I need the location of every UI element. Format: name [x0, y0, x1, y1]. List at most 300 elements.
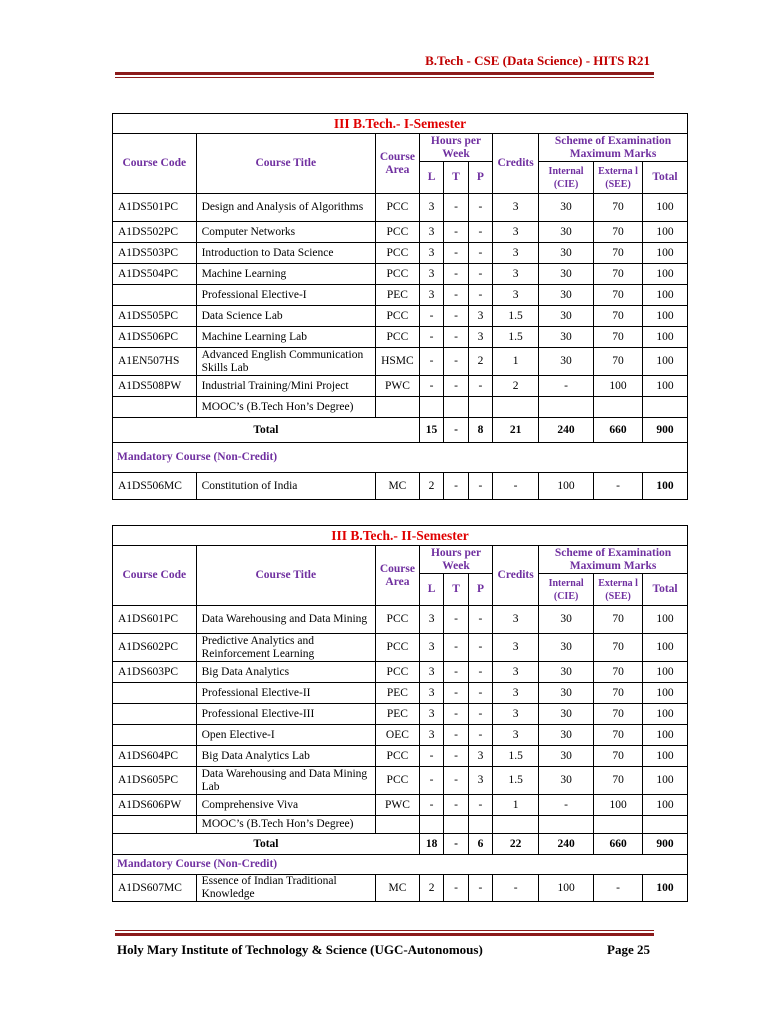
column-header-row [113, 546, 688, 574]
cell-p: - [468, 285, 492, 306]
cell-title: Big Data Analytics [196, 662, 375, 683]
mandatory-cell-credits: - [493, 875, 539, 902]
cell-credits: 3 [493, 683, 539, 704]
col-header-course-code: Course Code [113, 134, 197, 194]
cell-see [594, 397, 643, 418]
cell-p: 3 [468, 306, 492, 327]
cell-total: 100 [643, 767, 688, 795]
semester-title-row [113, 526, 688, 546]
course-row [113, 306, 688, 327]
cell-credits: 2 [493, 376, 539, 397]
cell-t: - [444, 285, 468, 306]
cell-see: 70 [594, 285, 643, 306]
semester-1-table [112, 113, 688, 500]
cell-p: - [468, 194, 492, 222]
cell-t: - [444, 683, 468, 704]
cell-area: PEC [375, 285, 419, 306]
cell-title: Predictive Analytics and Reinforcement Learning [196, 634, 375, 662]
cell-l: 3 [419, 683, 443, 704]
cell-total: 100 [643, 704, 688, 725]
total-p: 8 [468, 418, 492, 443]
cell-code [113, 725, 197, 746]
cell-cie: 30 [539, 634, 594, 662]
cell-cie [539, 816, 594, 834]
mandatory-cell-credits: - [493, 473, 539, 500]
course-row [113, 746, 688, 767]
cell-title: Advanced English Communication Skills Lab [196, 348, 375, 376]
total-credits: 21 [493, 418, 539, 443]
cell-l: 3 [419, 606, 443, 634]
cell-l: 3 [419, 243, 443, 264]
cell-l: - [419, 795, 443, 816]
cell-code: A1DS602PC [113, 634, 197, 662]
cell-cie: 30 [539, 194, 594, 222]
mandatory-cell-l: 2 [419, 875, 443, 902]
col-header-credits: Credits [493, 546, 539, 606]
cell-code: A1DS506PC [113, 327, 197, 348]
cell-title: Industrial Training/Mini Project [196, 376, 375, 397]
course-row [113, 222, 688, 243]
cell-p: 3 [468, 746, 492, 767]
cell-area [375, 397, 419, 418]
cell-credits [493, 397, 539, 418]
cell-l: 3 [419, 725, 443, 746]
mandatory-heading-row [113, 855, 688, 875]
cell-credits: 1 [493, 795, 539, 816]
cell-p: - [468, 222, 492, 243]
cell-see: 70 [594, 222, 643, 243]
course-row [113, 704, 688, 725]
col-header-credits: Credits [493, 134, 539, 194]
cell-l [419, 397, 443, 418]
cell-l: 3 [419, 222, 443, 243]
cell-p: - [468, 264, 492, 285]
mandatory-course-heading: Mandatory Course (Non-Credit) [113, 443, 688, 473]
cell-t: - [444, 746, 468, 767]
cell-area: PEC [376, 704, 420, 725]
cell-code: A1EN507HS [113, 348, 197, 376]
cell-t: - [444, 348, 468, 376]
cell-code [113, 816, 197, 834]
total-label: Total [113, 418, 420, 443]
course-row [113, 767, 688, 795]
total-total: 900 [643, 418, 688, 443]
cell-total: 100 [643, 634, 688, 662]
cell-see: 100 [594, 795, 643, 816]
cell-t: - [444, 327, 468, 348]
cell-see: 70 [594, 606, 643, 634]
total-cie: 240 [539, 418, 594, 443]
mandatory-cell-cie: 100 [539, 875, 594, 902]
cell-see: 70 [594, 662, 643, 683]
cell-title: Data Warehousing and Data Mining Lab [196, 767, 375, 795]
cell-p [468, 397, 492, 418]
cell-p: - [468, 634, 492, 662]
semester-title-row [113, 114, 688, 134]
cell-title: Design and Analysis of Algorithms [196, 194, 375, 222]
cell-credits: 3 [493, 606, 539, 634]
cell-total: 100 [643, 725, 688, 746]
cell-code [113, 397, 197, 418]
course-row [113, 683, 688, 704]
mandatory-cell-t: - [444, 875, 468, 902]
total-total: 900 [643, 834, 688, 855]
cell-credits: 3 [493, 264, 539, 285]
cell-l: 3 [419, 194, 443, 222]
cell-p: 2 [468, 348, 492, 376]
cell-l: - [419, 746, 443, 767]
cell-cie: 30 [539, 767, 594, 795]
cell-see: 70 [594, 264, 643, 285]
mandatory-cell-total: 100 [643, 473, 688, 500]
cell-title: Computer Networks [196, 222, 375, 243]
col-header-t: T [444, 574, 468, 606]
mandatory-cell-l: 2 [419, 473, 443, 500]
cell-area: PCC [376, 634, 420, 662]
cell-code: A1DS505PC [113, 306, 197, 327]
cell-total: 100 [643, 746, 688, 767]
cell-see: 70 [594, 725, 643, 746]
cell-cie: 30 [539, 264, 594, 285]
mandatory-cell-see: - [594, 473, 643, 500]
cell-t: - [444, 222, 468, 243]
cell-t: - [444, 194, 468, 222]
mandatory-cell-code: A1DS607MC [113, 875, 197, 902]
cell-area: PCC [375, 243, 419, 264]
cell-t: - [444, 634, 468, 662]
cell-code: A1DS502PC [113, 222, 197, 243]
footer-rule-thick [115, 933, 654, 936]
mandatory-cell-title: Constitution of India [196, 473, 375, 500]
cell-p: 3 [468, 767, 492, 795]
cell-area: PCC [376, 767, 420, 795]
cell-code: A1DS501PC [113, 194, 197, 222]
cell-code: A1DS605PC [113, 767, 197, 795]
mandatory-course-row [113, 473, 688, 500]
cell-total: 100 [643, 683, 688, 704]
cell-l [419, 816, 443, 834]
cell-title: Professional Elective-II [196, 683, 375, 704]
cell-p: - [468, 795, 492, 816]
course-row [113, 662, 688, 683]
cell-p [468, 816, 492, 834]
cell-credits: 3 [493, 222, 539, 243]
col-header-hours-per-week: Hours per Week [419, 134, 492, 162]
cell-see: 70 [594, 327, 643, 348]
col-header-p: P [468, 574, 492, 606]
cell-p: - [468, 606, 492, 634]
cell-area: PCC [376, 662, 420, 683]
cell-cie: 30 [539, 683, 594, 704]
cell-total [643, 397, 688, 418]
course-row [113, 634, 688, 662]
mandatory-cell-p: - [468, 875, 492, 902]
cell-area: PCC [375, 327, 419, 348]
mandatory-cell-code: A1DS506MC [113, 473, 197, 500]
col-header-p: P [468, 162, 492, 194]
semester-2-table [112, 525, 688, 902]
cell-area: PCC [375, 194, 419, 222]
col-header-external: Externa l (SEE) [594, 162, 643, 194]
header-rule-thin [115, 77, 654, 78]
cell-credits: 3 [493, 194, 539, 222]
mandatory-cell-see: - [594, 875, 643, 902]
mandatory-course-heading: Mandatory Course (Non-Credit) [113, 855, 688, 875]
header-rule-thick [115, 72, 654, 75]
col-header-l: L [419, 162, 443, 194]
total-t: - [444, 834, 468, 855]
course-row [113, 348, 688, 376]
cell-cie: - [539, 795, 594, 816]
cell-see: 70 [594, 243, 643, 264]
total-row [113, 834, 688, 855]
cell-cie [539, 397, 594, 418]
cell-p: - [468, 725, 492, 746]
cell-l: 3 [419, 634, 443, 662]
cell-code [113, 285, 197, 306]
cell-area: PWC [376, 795, 420, 816]
cell-l: 3 [419, 662, 443, 683]
course-row [113, 606, 688, 634]
col-header-t: T [444, 162, 468, 194]
col-header-hours-per-week: Hours per Week [419, 546, 492, 574]
col-header-course-area: Course Area [375, 134, 419, 194]
course-row [113, 264, 688, 285]
document-header-title: B.Tech - CSE (Data Science) - HITS R21 [425, 53, 650, 68]
cell-credits: 1.5 [493, 306, 539, 327]
cell-credits [493, 816, 539, 834]
cell-cie: 30 [539, 243, 594, 264]
cell-l: - [419, 327, 443, 348]
cell-code: A1DS601PC [113, 606, 197, 634]
course-row [113, 816, 688, 834]
col-header-l: L [419, 574, 443, 606]
cell-credits: 3 [493, 285, 539, 306]
cell-total: 100 [643, 348, 688, 376]
total-see: 660 [594, 418, 643, 443]
cell-area: PCC [375, 222, 419, 243]
total-l: 18 [419, 834, 443, 855]
cell-title: Introduction to Data Science [196, 243, 375, 264]
cell-credits: 3 [493, 634, 539, 662]
cell-t: - [444, 795, 468, 816]
cell-title: Data Warehousing and Data Mining [196, 606, 375, 634]
cell-code: A1DS604PC [113, 746, 197, 767]
footer-page-number: Page 25 [607, 942, 650, 957]
course-row [113, 243, 688, 264]
cell-see: 70 [594, 306, 643, 327]
cell-area: PEC [376, 683, 420, 704]
cell-title: Big Data Analytics Lab [196, 746, 375, 767]
mandatory-cell-area: MC [376, 875, 420, 902]
col-header-course-code: Course Code [113, 546, 197, 606]
col-header-total: Total [643, 162, 688, 194]
cell-cie: 30 [539, 606, 594, 634]
cell-cie: - [539, 376, 594, 397]
cell-p: - [468, 376, 492, 397]
cell-t: - [444, 662, 468, 683]
cell-cie: 30 [539, 348, 594, 376]
col-header-scheme: Scheme of Examination Maximum Marks [539, 546, 688, 574]
cell-l: 3 [419, 264, 443, 285]
cell-see: 70 [594, 194, 643, 222]
cell-total: 100 [643, 606, 688, 634]
cell-title: Comprehensive Viva [196, 795, 375, 816]
total-t: - [444, 418, 468, 443]
total-row [113, 418, 688, 443]
cell-area: PCC [375, 264, 419, 285]
cell-area: PCC [376, 606, 420, 634]
course-row [113, 376, 688, 397]
course-row [113, 194, 688, 222]
col-header-course-title: Course Title [196, 134, 375, 194]
course-row [113, 725, 688, 746]
cell-l: - [419, 348, 443, 376]
cell-total: 100 [643, 376, 688, 397]
cell-title: Machine Learning [196, 264, 375, 285]
cell-area: OEC [376, 725, 420, 746]
cell-p: - [468, 662, 492, 683]
cell-total: 100 [643, 285, 688, 306]
cell-l: - [419, 306, 443, 327]
col-header-course-title: Course Title [196, 546, 375, 606]
cell-p: - [468, 704, 492, 725]
col-header-internal: Internal (CIE) [539, 162, 594, 194]
cell-l: 3 [419, 704, 443, 725]
cell-code [113, 683, 197, 704]
cell-code: A1DS508PW [113, 376, 197, 397]
cell-cie: 30 [539, 222, 594, 243]
total-see: 660 [594, 834, 643, 855]
cell-credits: 3 [493, 725, 539, 746]
mandatory-heading-row [113, 443, 688, 473]
mandatory-cell-total: 100 [643, 875, 688, 902]
cell-code: A1DS504PC [113, 264, 197, 285]
cell-cie: 30 [539, 285, 594, 306]
cell-area: PWC [375, 376, 419, 397]
cell-code: A1DS503PC [113, 243, 197, 264]
footer-institute: Holy Mary Institute of Technology & Science (UGC-Autonomous) [117, 942, 483, 957]
cell-t: - [444, 306, 468, 327]
cell-title: Professional Elective-III [196, 704, 375, 725]
semester-title: III B.Tech.- I-Semester [113, 114, 688, 134]
cell-area [376, 816, 420, 834]
cell-cie: 30 [539, 704, 594, 725]
cell-t: - [444, 376, 468, 397]
cell-t: - [444, 704, 468, 725]
col-header-external: Externa l (SEE) [594, 574, 643, 606]
cell-cie: 30 [539, 662, 594, 683]
mandatory-cell-title: Essence of Indian Traditional Knowledge [196, 875, 375, 902]
total-label: Total [113, 834, 420, 855]
cell-total: 100 [643, 194, 688, 222]
cell-credits: 1.5 [493, 746, 539, 767]
total-credits: 22 [493, 834, 539, 855]
cell-t: - [444, 243, 468, 264]
cell-cie: 30 [539, 725, 594, 746]
col-header-scheme: Scheme of Examination Maximum Marks [539, 134, 688, 162]
col-header-internal: Internal (CIE) [539, 574, 594, 606]
cell-title: Open Elective-I [196, 725, 375, 746]
cell-l: - [419, 376, 443, 397]
cell-total: 100 [643, 222, 688, 243]
cell-t: - [444, 725, 468, 746]
cell-credits: 3 [493, 704, 539, 725]
course-row [113, 285, 688, 306]
cell-total: 100 [643, 327, 688, 348]
cell-l: - [419, 767, 443, 795]
cell-credits: 1.5 [493, 327, 539, 348]
cell-see: 70 [594, 634, 643, 662]
footer-rule-thin [115, 930, 654, 931]
cell-see: 70 [594, 767, 643, 795]
cell-code: A1DS603PC [113, 662, 197, 683]
cell-area: PCC [375, 306, 419, 327]
col-header-course-area: Course Area [376, 546, 420, 606]
cell-p: - [468, 683, 492, 704]
cell-cie: 30 [539, 327, 594, 348]
cell-title: MOOC’s (B.Tech Hon’s Degree) [196, 397, 375, 418]
mandatory-cell-area: MC [375, 473, 419, 500]
mandatory-cell-cie: 100 [539, 473, 594, 500]
course-row [113, 795, 688, 816]
cell-see [594, 816, 643, 834]
mandatory-course-row [113, 875, 688, 902]
mandatory-cell-t: - [444, 473, 468, 500]
cell-total: 100 [643, 662, 688, 683]
cell-l: 3 [419, 285, 443, 306]
cell-see: 70 [594, 746, 643, 767]
total-cie: 240 [539, 834, 594, 855]
cell-credits: 1 [493, 348, 539, 376]
cell-total: 100 [643, 306, 688, 327]
cell-t: - [444, 767, 468, 795]
cell-t [444, 397, 468, 418]
column-header-row [113, 134, 688, 162]
cell-p: - [468, 243, 492, 264]
cell-t: - [444, 606, 468, 634]
cell-area: PCC [376, 746, 420, 767]
cell-see: 70 [594, 704, 643, 725]
cell-credits: 3 [493, 662, 539, 683]
cell-p: 3 [468, 327, 492, 348]
cell-see: 70 [594, 348, 643, 376]
total-p: 6 [468, 834, 492, 855]
cell-area: HSMC [375, 348, 419, 376]
cell-t [444, 816, 468, 834]
cell-cie: 30 [539, 746, 594, 767]
cell-total: 100 [643, 795, 688, 816]
total-l: 15 [419, 418, 443, 443]
course-row [113, 327, 688, 348]
cell-title: Data Science Lab [196, 306, 375, 327]
cell-code: A1DS606PW [113, 795, 197, 816]
cell-credits: 1.5 [493, 767, 539, 795]
semester-title: III B.Tech.- II-Semester [113, 526, 688, 546]
cell-title: MOOC’s (B.Tech Hon’s Degree) [196, 816, 375, 834]
cell-total: 100 [643, 264, 688, 285]
cell-see: 100 [594, 376, 643, 397]
cell-credits: 3 [493, 243, 539, 264]
cell-see: 70 [594, 683, 643, 704]
cell-total: 100 [643, 243, 688, 264]
col-header-total: Total [643, 574, 688, 606]
cell-t: - [444, 264, 468, 285]
course-row [113, 397, 688, 418]
cell-title: Machine Learning Lab [196, 327, 375, 348]
mandatory-cell-p: - [468, 473, 492, 500]
cell-cie: 30 [539, 306, 594, 327]
